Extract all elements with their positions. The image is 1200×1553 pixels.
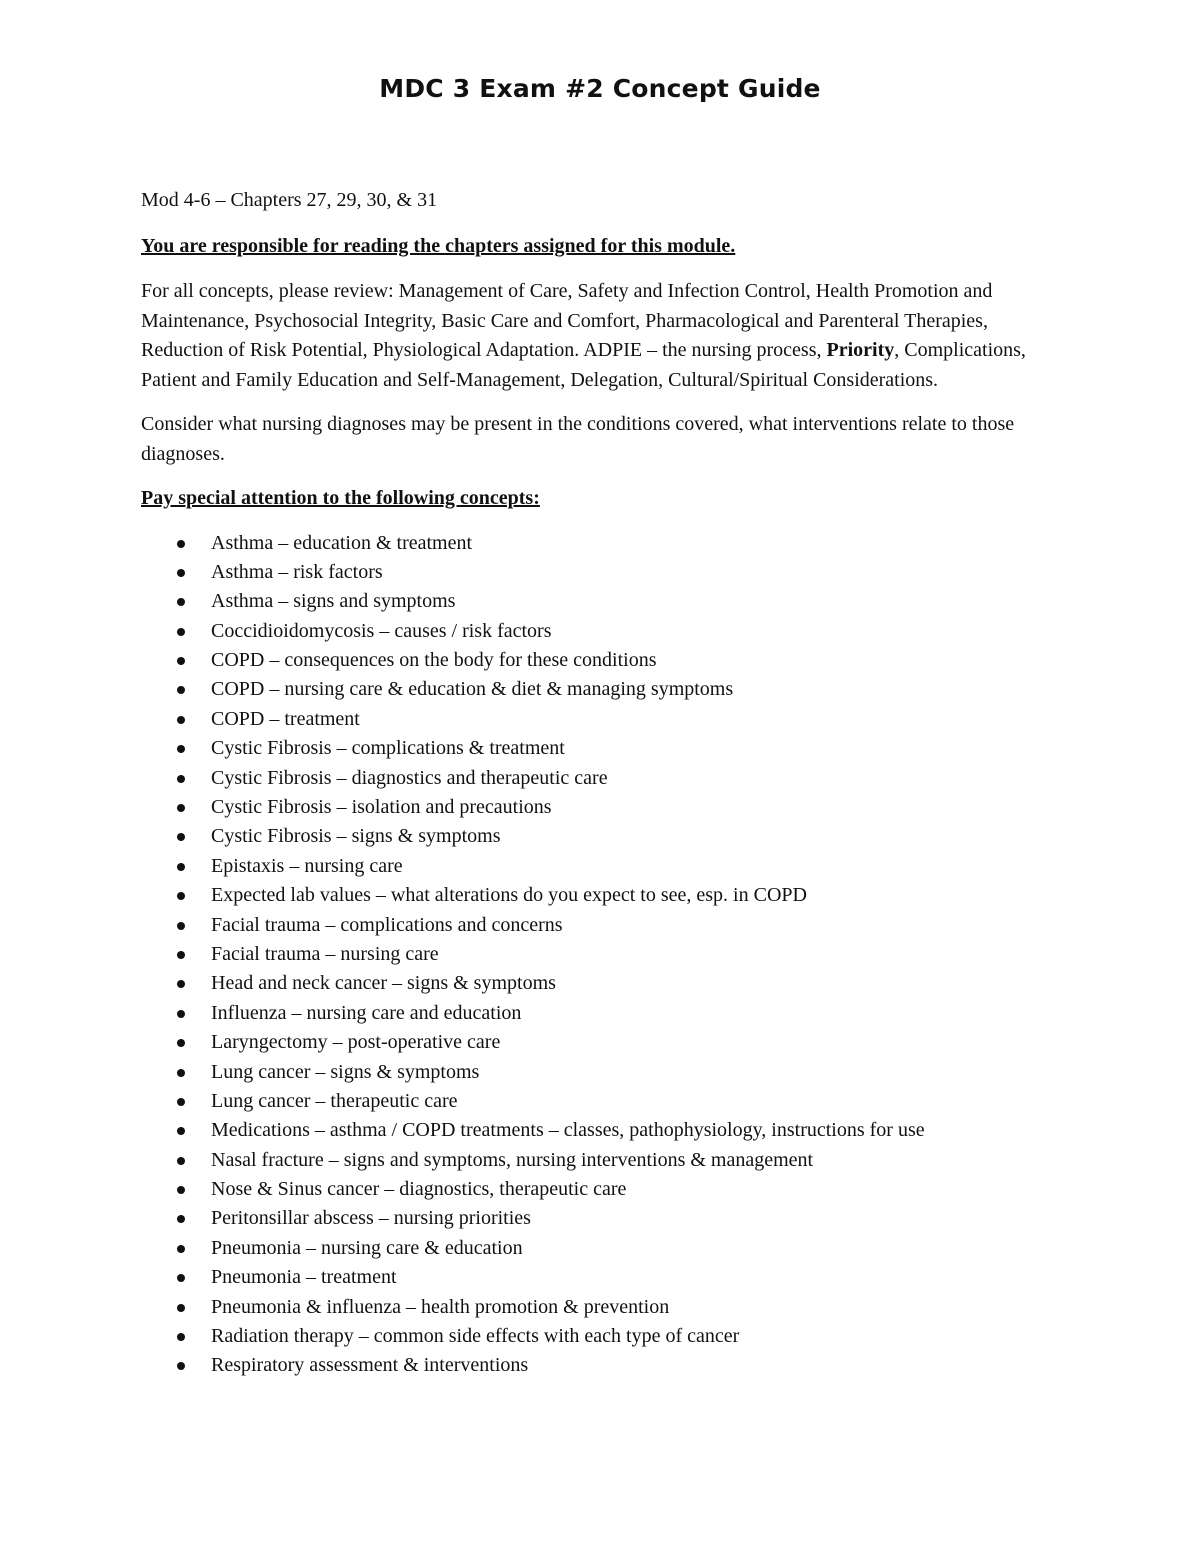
- bullet-icon: [177, 1127, 185, 1135]
- list-item: [141, 793, 1081, 822]
- review-paragraph: [141, 277, 1061, 395]
- bullet-icon: [177, 1274, 185, 1282]
- concept-text: Cystic Fibrosis – isolation and precautions: [211, 796, 552, 819]
- review-rest-text: , Complications, Patient and Family Education and Self-Management, Delegation, Cultural/Spiritual Considerations.: [141, 339, 1026, 391]
- concept-text: Laryngectomy – post-operative care: [211, 1031, 501, 1054]
- bullet-icon: [177, 1069, 185, 1077]
- list-item: [141, 558, 1081, 587]
- list-item: [141, 1028, 1081, 1057]
- concept-text: COPD – nursing care & education & diet & managing symptoms: [211, 678, 734, 701]
- list-item: [141, 1175, 1081, 1204]
- list-item: [141, 764, 1081, 793]
- list-item: [141, 1234, 1081, 1263]
- bullet-icon: [177, 980, 185, 988]
- concept-text: COPD – consequences on the body for these conditions: [211, 649, 657, 672]
- list-item: [141, 1351, 1081, 1380]
- bullet-icon: [177, 716, 185, 724]
- concept-text: Coccidioidomycosis – causes / risk factors: [211, 619, 552, 642]
- list-item: [141, 1058, 1081, 1087]
- concept-text: Radiation therapy – common side effects with each type of cancer: [211, 1325, 740, 1348]
- concept-list: [141, 529, 1081, 1381]
- list-item: [141, 969, 1081, 998]
- bullet-icon: [177, 1157, 185, 1165]
- list-item: [141, 940, 1081, 969]
- document-body: [141, 186, 1061, 1381]
- priority-keyword: Priority: [826, 339, 895, 361]
- bullet-icon: [177, 1039, 185, 1047]
- bullet-icon: [177, 657, 185, 665]
- bullet-icon: [177, 863, 185, 871]
- list-item: [141, 911, 1081, 940]
- list-item: [141, 705, 1081, 734]
- bullet-icon: [177, 951, 185, 959]
- bullet-icon: [177, 833, 185, 841]
- list-item: [141, 852, 1081, 881]
- list-item: [141, 1087, 1081, 1116]
- bullet-icon: [177, 922, 185, 930]
- concept-text: Nose & Sinus cancer – diagnostics, therapeutic care: [211, 1178, 627, 1201]
- concept-text: Asthma – signs and symptoms: [211, 590, 456, 613]
- attention-heading: Pay special attention to the following concepts:: [141, 487, 540, 509]
- concept-text: Expected lab values – what alterations do you expect to see, esp. in COPD: [211, 884, 807, 907]
- bullet-icon: [177, 1098, 185, 1106]
- concept-text: Respiratory assessment & interventions: [211, 1354, 529, 1377]
- bullet-icon: [177, 540, 185, 548]
- bullet-icon: [177, 1304, 185, 1312]
- concept-text: Facial trauma – nursing care: [211, 942, 439, 965]
- bullet-icon: [177, 745, 185, 753]
- list-item: [141, 529, 1081, 558]
- concept-text: Asthma – risk factors: [211, 560, 383, 583]
- list-item: [141, 1322, 1081, 1351]
- bullet-icon: [177, 1362, 185, 1370]
- concept-text: Pneumonia – nursing care & education: [211, 1236, 523, 1259]
- list-item: [141, 999, 1081, 1028]
- concept-text: Cystic Fibrosis – diagnostics and therapeutic care: [211, 766, 608, 789]
- concept-text: Lung cancer – signs & symptoms: [211, 1060, 480, 1083]
- list-item: [141, 587, 1081, 616]
- list-item: [141, 734, 1081, 763]
- consider-paragraph: Consider what nursing diagnoses may be present in the conditions covered, what interventions relate to those diagnoses.: [141, 413, 1015, 465]
- bullet-icon: [177, 804, 185, 812]
- list-item: [141, 1263, 1081, 1292]
- concept-text: Medications – asthma / COPD treatments – classes, pathophysiology, instructions for use: [211, 1119, 925, 1142]
- list-item: [141, 822, 1081, 851]
- list-item: [141, 1146, 1081, 1175]
- list-item: [141, 1116, 1081, 1145]
- bullet-icon: [177, 1245, 185, 1253]
- page-title: MDC 3 Exam #2 Concept Guide: [379, 74, 821, 103]
- responsibility-statement: You are responsible for reading the chapters assigned for this module.: [141, 234, 736, 257]
- concept-text: Epistaxis – nursing care: [211, 854, 403, 877]
- bullet-icon: [177, 686, 185, 694]
- list-item: [141, 881, 1081, 910]
- bullet-icon: [177, 1010, 185, 1018]
- list-item: [141, 617, 1081, 646]
- bullet-icon: [177, 1215, 185, 1223]
- concept-text: Influenza – nursing care and education: [211, 1001, 522, 1024]
- concept-text: Facial trauma – complications and concerns: [211, 913, 563, 936]
- bullet-icon: [177, 1333, 185, 1341]
- bullet-icon: [177, 628, 185, 636]
- concept-text: Cystic Fibrosis – signs & symptoms: [211, 825, 501, 848]
- concept-text: Pneumonia & influenza – health promotion & prevention: [211, 1295, 670, 1318]
- concept-text: Pneumonia – treatment: [211, 1266, 397, 1289]
- bullet-icon: [177, 775, 185, 783]
- concept-text: Head and neck cancer – signs & symptoms: [211, 972, 556, 995]
- list-item: [141, 1204, 1081, 1233]
- list-item: [141, 675, 1081, 704]
- bullet-icon: [177, 569, 185, 577]
- module-chapters-line: Mod 4-6 – Chapters 27, 29, 30, & 31: [141, 189, 438, 211]
- list-item: [141, 646, 1081, 675]
- concept-text: Peritonsillar abscess – nursing priorities: [211, 1207, 531, 1230]
- concept-text: COPD – treatment: [211, 707, 360, 730]
- list-item: [141, 1293, 1081, 1322]
- bullet-icon: [177, 1186, 185, 1194]
- bullet-icon: [177, 598, 185, 606]
- concept-text: Nasal fracture – signs and symptoms, nursing interventions & management: [211, 1148, 814, 1171]
- review-intro-text: For all concepts, please review: Management of Care, Safety and Infection Control, Health Promotion and Maintenance, Psychosocial Integrity, Basic Care and Comfort, Pharmacological and Parenteral Therapies, Reduction of Risk Potential, Physiological Adaptation. ADPIE – the nursing process,: [141, 280, 993, 361]
- concept-text: Asthma – education & treatment: [211, 531, 473, 554]
- concept-text: Lung cancer – therapeutic care: [211, 1089, 458, 1112]
- bullet-icon: [177, 892, 185, 900]
- concept-text: Cystic Fibrosis – complications & treatment: [211, 737, 565, 760]
